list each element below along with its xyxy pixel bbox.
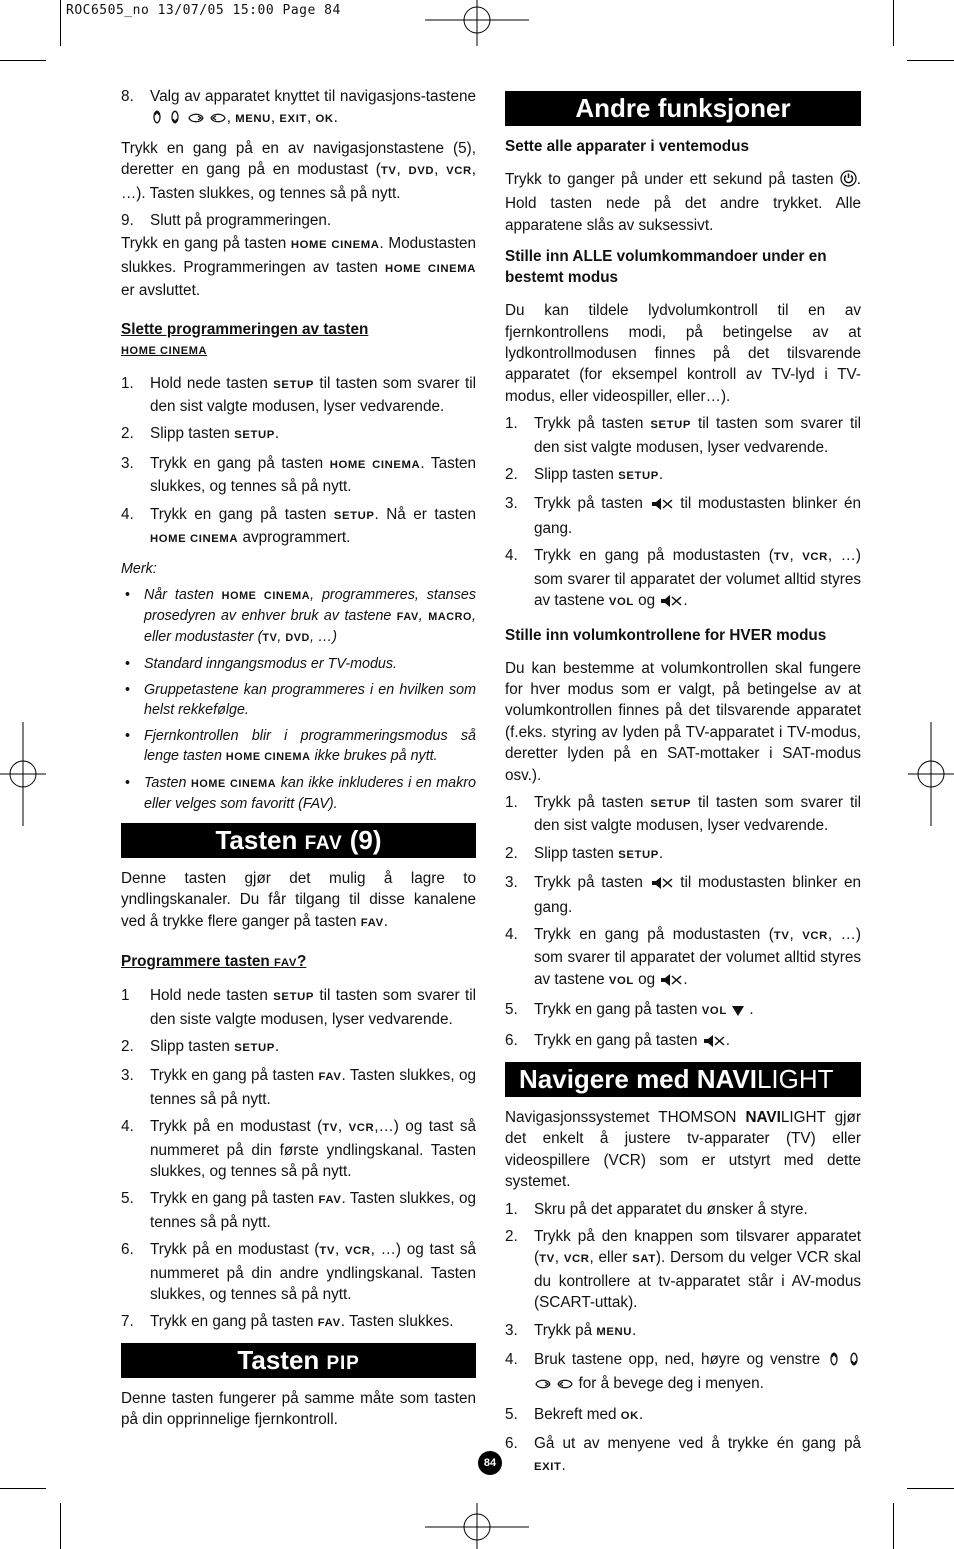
mute-icon <box>650 875 674 896</box>
item-number: 3. <box>505 1321 518 1339</box>
text: . Tasten slukkes. <box>340 1313 454 1331</box>
registration-mark-left <box>0 722 46 826</box>
key-vcr: VCR <box>802 929 828 942</box>
item-number: 1. <box>505 1200 518 1218</box>
list-item <box>505 1404 861 1427</box>
text: Fjernkontrollen blir i programmeringsmodus så lenge tasten <box>144 727 476 764</box>
key-tv: TV <box>539 1253 555 1266</box>
text: . <box>683 592 688 610</box>
item-number: 1. <box>505 793 518 811</box>
text: Trykk en gang på tasten <box>150 1067 315 1085</box>
note-label: Merk: <box>121 560 157 577</box>
list-item <box>505 792 861 837</box>
power-icon <box>840 170 857 193</box>
key-vcr: VCR <box>446 165 472 178</box>
item-number: 4. <box>505 925 518 943</box>
text: . <box>749 1001 754 1019</box>
item-number: 4. <box>505 547 518 565</box>
text: Trykk på tasten <box>534 415 644 433</box>
note-bullet: • Standard inngangsmodus er TV-modus. <box>125 655 397 672</box>
text: Gruppetastene kan programmeres i en hvilken som helst rekkefølge. <box>144 681 476 718</box>
item-number: 4. <box>121 505 134 523</box>
key-ok: OK <box>620 1409 639 1422</box>
key-exit: EXIT <box>279 113 307 126</box>
registration-mark-right <box>908 722 954 826</box>
key-tv: TV <box>322 1122 338 1135</box>
key-home-cinema: HOME CINEMA <box>121 344 208 357</box>
text: til tasten som svarer til den sist valgte modusen, lyser vedvarende. <box>534 793 862 835</box>
key-menu: MENU <box>235 113 271 126</box>
key-dvd: DVD <box>408 165 435 178</box>
text: Navigasjonssystemet THOMSON <box>505 1109 737 1126</box>
item-number: 1. <box>121 374 134 392</box>
text: . Tasten slukkes, og tennes så på nytt. <box>150 1067 476 1108</box>
registration-mark-bottom <box>425 1503 529 1549</box>
key-home-cinema: HOME CINEMA <box>150 533 239 546</box>
section-heading <box>121 320 476 361</box>
list-item <box>121 1036 476 1059</box>
key-menu: MENU <box>596 1325 633 1338</box>
text: . <box>274 425 280 443</box>
paragraph: Du kan tildele lydvolumkontroll til en av fjernkontrollens modi, på betingelse av at lydkontrollmodusen finnes på det tilsvarende apparatet (for eksempel kontroll av TV-lyd i TV-modus, eller videospiller, eller…). <box>505 302 861 405</box>
note-bullet: • Tasten HOME CINEMA kan ikke inkluderes i en makro eller velges som favoritt (FAV). <box>125 774 476 812</box>
text: Trykk en gang på en av navigasjonstastene (5), deretter en gang på en modustast ( <box>121 139 476 179</box>
section-banner-fav <box>121 823 476 858</box>
key-exit: EXIT <box>534 1460 562 1473</box>
nav-down-icon <box>847 1351 861 1373</box>
text: Trykk en gang på tasten <box>150 454 324 472</box>
text: til modustasten blinker én gang. <box>534 495 861 537</box>
crop-mark <box>893 1503 894 1549</box>
key-setup: SETUP <box>650 419 692 432</box>
paragraph: Trykk en gang på en av navigasjonstastene (5), deretter en gang på en modustast (TV, DVD, VCR, …). Tasten slukkes, og tennes så på nytt. <box>121 139 476 202</box>
list-item: 4. Trykk på en modustast (TV, VCR,…) og tast så nummeret på din første yndlingskanal. Tasten slukkes, og tennes så på nytt. <box>121 1118 477 1180</box>
key-vcr: VCR <box>802 551 828 564</box>
heading-text: ? <box>296 953 307 971</box>
text: for å bevege deg i menyen. <box>578 1375 764 1393</box>
item-number: 2. <box>505 466 518 484</box>
paragraph: Denne tasten fungerer på samme måte som tasten på din opprinnelige fjernkontroll. <box>121 1389 476 1429</box>
heading-text: Programmere tasten <box>121 953 270 971</box>
brand-text: LIGHT <box>780 1109 826 1126</box>
text: ,…) og tast så nummeret på din første yndlingskanal. Tasten slukkes, og tennes så på nytt. <box>150 1118 477 1180</box>
item-number: 3. <box>121 1067 134 1085</box>
key-setup: SETUP <box>618 470 659 483</box>
item-number: 7. <box>121 1313 134 1331</box>
list-item <box>121 1188 476 1233</box>
nav-right-icon <box>534 1376 552 1397</box>
crop-mark <box>60 0 61 46</box>
text: Trykk en gang på tasten <box>150 505 327 523</box>
text: . Tasten slukkes, og tennes så på nytt. <box>150 454 476 496</box>
key-vcr: VCR <box>348 1122 375 1135</box>
print-header: ROC6505_no 13/07/05 15:00 Page 84 <box>66 3 341 18</box>
key-vcr: VCR <box>345 1245 371 1258</box>
section-heading: Stille inn ALLE volumkommandoer under en bestemt modus <box>505 248 827 287</box>
text: og <box>638 970 656 988</box>
item-number: 9. <box>121 212 134 230</box>
item-number: 1. <box>505 415 518 433</box>
key-setup: SETUP <box>273 378 314 391</box>
text: . <box>383 912 388 930</box>
banner-text: Tasten <box>215 824 298 855</box>
section-banner-navilight <box>505 1062 861 1097</box>
text: Denne tasten gjør det mulig å lagre to yndlingskanaler. Du får tilgang til disse kanalene ved å trykke flere ganger på tasten <box>121 869 476 930</box>
key-home-cinema: HOME CINEMA <box>190 777 277 790</box>
list-item <box>121 985 476 1030</box>
text: gjør det enkelt å justere tv-apparater (TV) eller videospillere (VCR) som er utstyrt med dette systemet. <box>505 1109 861 1191</box>
list-item <box>121 373 476 418</box>
list-item <box>505 843 861 866</box>
registration-mark-top <box>425 0 529 46</box>
text: . Modustasten slukkes. Programmeringen av tasten <box>121 235 476 276</box>
key-fav: FAV <box>318 1194 342 1207</box>
key-ok: OK <box>315 113 334 126</box>
paragraph <box>121 233 476 301</box>
section-heading <box>121 952 476 973</box>
item-number: 4. <box>121 1118 134 1136</box>
text: Standard inngangsmodus er TV-modus. <box>144 655 397 672</box>
text: Slipp tasten <box>150 1037 230 1055</box>
nav-up-icon <box>827 1351 841 1373</box>
key-setup: SETUP <box>618 848 659 861</box>
text: Når tasten <box>144 586 214 603</box>
text: Bruk tastene opp, ned, høyre og venstre <box>534 1351 821 1369</box>
text: til tasten som svarer til den siste valgte modusen, lyser vedvarende. <box>150 987 476 1028</box>
text: til tasten som svarer til den sist valgte modusen, lyser vedvarende. <box>150 374 476 416</box>
key-dvd: DVD <box>285 631 310 644</box>
list-item <box>121 504 476 551</box>
list-item <box>505 1320 861 1343</box>
text: Trykk en gang på tasten <box>534 1001 698 1019</box>
item-number: 1 <box>121 987 130 1005</box>
nav-up-icon <box>150 109 164 131</box>
key-home-cinema: HOME CINEMA <box>290 239 380 252</box>
section-heading: Stille inn volumkontrollene for HVER modus <box>505 626 827 644</box>
item-text: Slutt på programmeringen. <box>150 212 332 230</box>
banner-text: Navigere med <box>519 1064 690 1094</box>
list-item: 8. Valg av apparatet knyttet til navigasjons-tastene , MENU, EXIT, OK. <box>121 86 476 132</box>
text: . <box>683 970 688 988</box>
key-home-cinema: HOME CINEMA <box>329 458 421 471</box>
key-tv: TV <box>773 929 790 942</box>
item-number: 4. <box>505 1351 518 1369</box>
text: til tasten som svarer til den sist valgte modusen, lyser vedvarende. <box>534 415 862 456</box>
text: Trykk en gang på modustasten ( <box>534 925 774 943</box>
brand-text: NAVI <box>745 1109 781 1126</box>
key-setup: SETUP <box>333 509 375 522</box>
item-number: 8. <box>121 88 134 105</box>
item-number: 3. <box>505 874 518 892</box>
note-bullet: • Når tasten HOME CINEMA, programmeres, stanses prosedyren av enhver bruk av tastene FAV, MACRO, eller modustaster (TV, DVD, …) <box>125 586 476 645</box>
text: . <box>274 1037 280 1055</box>
mute-icon <box>702 1033 726 1054</box>
key-fav: FAV <box>360 916 384 929</box>
section-banner-andre-funksjoner: Andre funksjoner <box>505 91 861 126</box>
text: . <box>561 1456 566 1474</box>
list-item: 6. Trykk på en modustast (TV, VCR, …) og tast så nummeret på din andre yndlingskanal. Tasten slukkes, og tennes så på nytt. <box>121 1241 476 1303</box>
text: , …) og tast så nummeret på din andre yndlingskanal. Tasten slukkes, og tennes så på nytt. <box>150 1241 476 1303</box>
note-bullet: • Gruppetastene kan programmeres i en hvilken som helst rekkefølge. <box>125 681 476 718</box>
section-banner-pip <box>121 1343 476 1378</box>
banner-text: Tasten <box>237 1344 320 1375</box>
key-fav: FAV <box>396 610 419 623</box>
nav-left-icon <box>209 110 227 131</box>
list-item <box>505 493 861 539</box>
item-number: 6. <box>121 1241 134 1259</box>
crop-mark <box>907 1488 954 1489</box>
list-item <box>121 1311 476 1334</box>
text: Trykk en gang på tasten <box>150 1190 315 1208</box>
key-tv: TV <box>380 165 397 178</box>
text: , …) som svarer til apparatet der volumet alltid styres av tastene <box>534 547 861 610</box>
text: Slipp tasten <box>534 844 614 862</box>
text: Trykk på den knappen som tilsvarer apparatet ( <box>534 1228 861 1267</box>
text: ikke brukes på nytt. <box>314 747 438 764</box>
text: , …) som svarer til apparatet der volumet alltid styres av tastene <box>534 925 861 988</box>
key-fav: FAV <box>274 957 297 970</box>
item-number: 3. <box>505 495 518 513</box>
key-fav: FAV <box>304 832 343 854</box>
text: . Nå er tasten <box>374 505 477 523</box>
text: Trykk på <box>534 1321 593 1339</box>
key-vol: VOL <box>608 974 634 987</box>
list-item <box>505 1030 861 1054</box>
text: . <box>725 1031 731 1049</box>
key-tv: TV <box>319 1245 336 1258</box>
key-setup: SETUP <box>234 429 275 442</box>
text: , …) <box>309 628 337 645</box>
text: . <box>658 844 664 862</box>
note-bullet: • Fjernkontrollen blir i programmeringsmodus så lenge tasten HOME CINEMA ikke brukes på nytt. <box>125 727 476 764</box>
text: . <box>638 1405 644 1423</box>
key-vol: VOL <box>608 596 634 609</box>
paragraph <box>505 169 861 236</box>
list-item <box>121 1065 476 1110</box>
list-item <box>505 1433 861 1478</box>
crop-mark <box>60 1503 61 1549</box>
nav-down-icon <box>168 109 182 131</box>
list-item <box>505 999 861 1023</box>
item-number: 2. <box>505 1228 518 1246</box>
item-number: 2. <box>505 844 518 862</box>
key-fav: FAV <box>317 1317 341 1330</box>
item-number: 6. <box>505 1031 518 1049</box>
item-number: 5. <box>505 1001 518 1019</box>
crop-mark <box>907 60 954 61</box>
text: Gå ut av menyene ved å trykke én gang på <box>534 1435 861 1453</box>
banner-text: LIGHT <box>756 1064 834 1094</box>
section-heading: Sette alle apparater i ventemodus <box>505 138 749 155</box>
key-fav: FAV <box>318 1071 342 1084</box>
mute-icon <box>659 972 683 993</box>
list-item <box>121 210 476 231</box>
mute-icon <box>659 593 683 614</box>
right-column <box>505 86 861 1484</box>
text: . <box>658 466 664 484</box>
list-item: 2. Trykk på den knappen som tilsvarer apparatet (TV, VCR, eller SAT). Dersom du velger VCR skal du kontrollere at tv-apparatet står i AV-modus (SCART-uttak). <box>505 1228 862 1312</box>
key-home-cinema: HOME CINEMA <box>225 750 311 763</box>
text: Trykk på tasten <box>534 793 644 811</box>
item-number: 2. <box>121 425 134 443</box>
text: ). Dersom du velger VCR skal du kontrollere at tv-apparatet står i AV-modus (SCART-uttak). <box>534 1249 862 1312</box>
key-tv: TV <box>773 551 790 564</box>
text: , programmeres, stanses prosedyren av enhver bruk av tastene <box>144 586 476 624</box>
item-number: 3. <box>121 454 134 472</box>
text: , eller <box>589 1249 628 1267</box>
crop-mark <box>893 0 894 46</box>
list-item: 4. Trykk en gang på modustasten (TV, VCR, …) som svarer til apparatet der volumet alltid styres av tastene VOL og . <box>505 924 861 993</box>
key-setup: SETUP <box>650 797 692 810</box>
list-item <box>121 453 476 498</box>
text: kan ikke inkluderes i en makro eller velges som favoritt (FAV). <box>144 774 476 812</box>
text: Slipp tasten <box>534 466 614 484</box>
text: . <box>632 1321 637 1339</box>
text: Hold nede tasten <box>150 987 268 1005</box>
list-item <box>505 1199 861 1220</box>
paragraph <box>505 1107 861 1193</box>
key-vcr: VCR <box>563 1253 590 1266</box>
banner-text: NAVI <box>696 1064 757 1094</box>
text: Tasten <box>144 774 187 791</box>
crop-mark <box>0 1488 46 1489</box>
text: . Hold tasten nede på det andre trykket. Alle apparatene slås av suksessivt. <box>505 171 861 234</box>
nav-right-icon <box>187 110 205 131</box>
list-item <box>121 423 476 446</box>
nav-left-icon <box>556 1376 574 1397</box>
text: Trykk på tasten <box>534 874 643 892</box>
text: . Tasten slukkes, og tennes så på nytt. <box>150 1190 476 1231</box>
item-number: 5. <box>505 1405 518 1423</box>
text: til modustasten blinker en gang. <box>534 874 861 916</box>
item-number: 6. <box>505 1435 518 1453</box>
text: Trykk en gang på tasten <box>150 1313 314 1331</box>
text: eller modustaster ( <box>144 628 263 645</box>
heading-text: Slette programmeringen av tasten <box>121 320 369 338</box>
key-vol: VOL <box>701 1005 727 1018</box>
item-number: 2. <box>121 1037 134 1055</box>
banner-text: (9) <box>349 824 382 855</box>
text: er avsluttet. <box>121 282 201 300</box>
text: Trykk to ganger på under ett sekund på tasten <box>505 171 834 188</box>
key-home-cinema: HOME CINEMA <box>384 262 476 275</box>
key-pip: PIP <box>326 1352 360 1374</box>
text: Skru på det apparatet du ønsker å styre. <box>534 1200 808 1218</box>
list-item: 4. Trykk en gang på modustasten (TV, VCR, …) som svarer til apparatet der volumet alltid styres av tastene VOL og . <box>505 545 861 614</box>
text: Trykk en gang på tasten <box>534 1031 698 1049</box>
text: Bekreft med <box>534 1405 617 1423</box>
item-text: Valg av apparatet knyttet til navigasjons-tastene <box>150 88 476 105</box>
list-item <box>505 464 861 487</box>
key-home-cinema: HOME CINEMA <box>221 589 311 602</box>
text: avprogrammert. <box>242 529 351 547</box>
text: Trykk en gang på modustasten ( <box>534 547 774 565</box>
list-item <box>505 1349 861 1398</box>
mute-icon <box>650 496 674 517</box>
left-column <box>121 86 476 1437</box>
text: Hold nede tasten <box>150 374 268 392</box>
text: Slipp tasten <box>150 425 230 443</box>
key-setup: SETUP <box>234 1041 275 1054</box>
key-tv: TV <box>262 631 278 644</box>
text: Trykk en gang på tasten <box>121 235 287 253</box>
text: Trykk på en modustast ( <box>150 1118 323 1136</box>
down-triangle-icon <box>731 1002 745 1023</box>
text: , …). Tasten slukkes, og tennes så på nytt. <box>121 161 476 202</box>
item-number: 5. <box>121 1190 134 1208</box>
page-number: 84 <box>478 1451 502 1475</box>
key-macro: MACRO <box>428 610 473 623</box>
paragraph: Du kan bestemme at volumkontrollen skal fungere for hver modus som er valgt, på betingelse av at volumkontrollen finnes på det tilsvarende apparatet (f.eks. styring av lyden på TV-apparatet i TV-modus, deretter lyden på en SAT-mottaker i SAT-modus osv.). <box>505 659 861 784</box>
paragraph <box>121 868 476 934</box>
list-item <box>505 872 861 918</box>
text: og <box>638 592 656 610</box>
text: Trykk på en modustast ( <box>150 1241 320 1259</box>
key-setup: SETUP <box>273 991 314 1004</box>
text: Trykk på tasten <box>534 495 643 513</box>
key-sat: SAT <box>632 1253 656 1266</box>
crop-mark <box>0 60 46 61</box>
list-item <box>505 413 861 458</box>
